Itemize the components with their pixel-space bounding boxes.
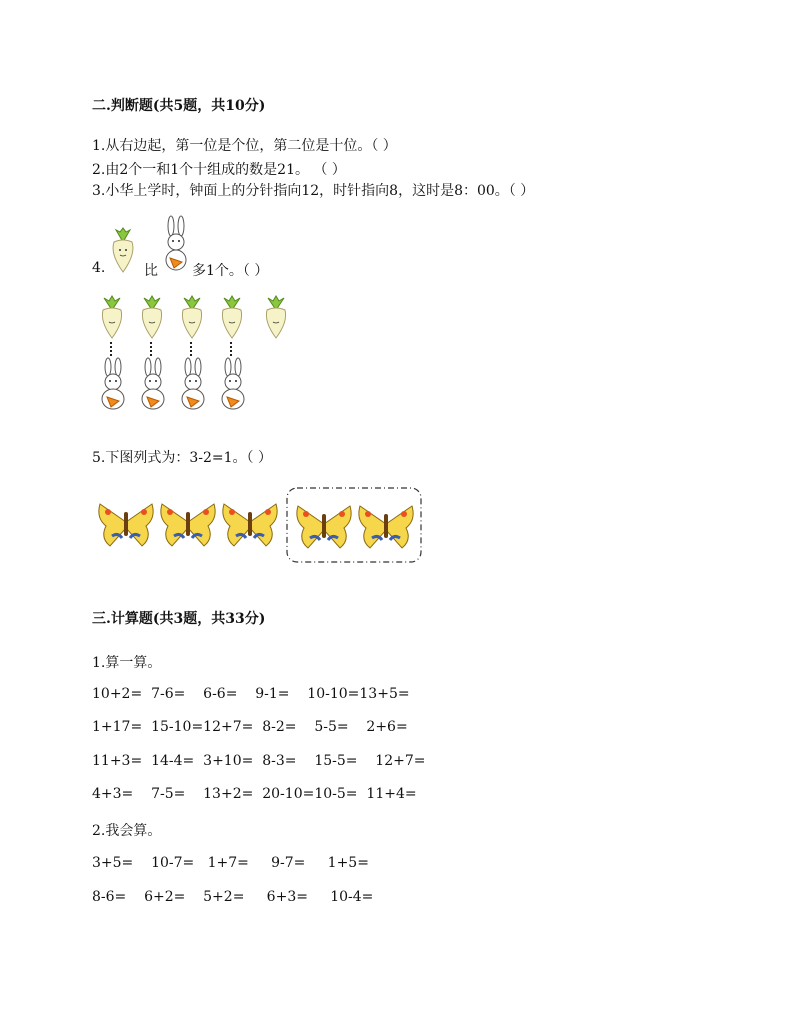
question-2: 2.由2个一和1个十组成的数是21。 （ ） (92, 162, 346, 178)
rabbit-icon (96, 358, 130, 410)
question-5: 5.下图列式为：3-2=1。（ ） (92, 450, 272, 466)
calc-row: 4+3= 7-5= 13+2= 20-10=10-5= 11+4= (92, 786, 417, 802)
section3-heading: 三.计算题(共3题，共33分) (92, 611, 266, 627)
question-4-number: 4. (92, 260, 106, 276)
part2-title: 2.我会算。 (92, 823, 162, 839)
butterfly-icon (96, 498, 156, 550)
dotted-connectors (108, 342, 238, 358)
question-1: 1.从右边起，第一位是个位，第二位是十位。（ ） (92, 138, 397, 154)
question-3: 3.小华上学时，钟面上的分针指向12，时针指向8，这时是8：00。（ ） (92, 183, 535, 199)
rabbit-icon (176, 358, 210, 410)
turnip-icon (98, 296, 126, 340)
turnip-icon (106, 228, 140, 274)
rabbit-icon (216, 358, 250, 410)
turnip-icon (178, 296, 206, 340)
calc-row: 3+5= 10-7= 1+7= 9-7= 1+5= (92, 855, 369, 871)
butterfly-icon (356, 500, 416, 552)
rabbit-icon (136, 358, 170, 410)
part1-title: 1.算一算。 (92, 655, 162, 671)
turnip-icon (138, 296, 166, 340)
calc-row: 11+3= 14-4= 3+10= 8-3= 15-5= 12+7= (92, 753, 426, 769)
rabbit-icon (160, 216, 192, 272)
question-4-compare: 比 (144, 263, 158, 279)
turnip-icon (262, 296, 290, 340)
section2-heading: 二.判断题(共5题，共10分) (92, 98, 266, 114)
calc-row: 10+2= 7-6= 6-6= 9-1= 10-10=13+5= (92, 686, 410, 702)
question-4-tail: 多1个。（ ） (192, 263, 269, 279)
turnip-icon (218, 296, 246, 340)
butterfly-icon (220, 498, 280, 550)
calc-row: 1+17= 15-10=12+7= 8-2= 5-5= 2+6= (92, 719, 408, 735)
calc-row: 8-6= 6+2= 5+2= 6+3= 10-4= (92, 889, 374, 905)
butterfly-icon (158, 498, 218, 550)
butterfly-icon (294, 500, 354, 552)
